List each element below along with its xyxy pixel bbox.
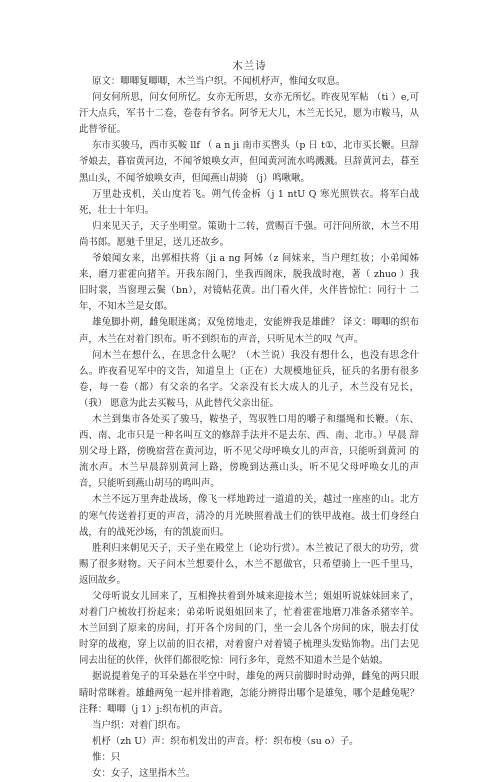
paragraph: 原文：唧唧复唧唧，木兰当户织。不闻机杼声，惟闻女叹息。 bbox=[92, 76, 346, 87]
paragraph: 归来见天子，天子坐明堂。策勋十二转，赏赐百千强。可汗问所欲，木兰不用 尚书郎。愿驰千里足，送儿还故乡。 bbox=[79, 220, 419, 248]
paragraph: 木兰不远万里奔赴战场，像飞一样地跨过一道道的关，越过一座座的山。北方 的寒气传送着打更的声音，清冷的月光映照着战士们的铁甲战袍。战士们身经白 战，有的战死沙场，有的凯旋而归。 bbox=[79, 494, 419, 538]
paragraph: 问女何所思，问女何所忆。女亦无所思，女亦无所忆。昨夜见军帖 （ti ）e,可汗大点兵，军书十二卷，卷卷有爷名。阿爷无大儿，木兰无长兄，愿为市鞍马，从此替爷征。 bbox=[79, 92, 419, 136]
document-body bbox=[79, 74, 419, 782]
paragraph: 据说提着兔子的耳朵悬在半空中时，雄兔的两只前脚时时动弹，雌兔的两只眼 睛时常眯着。雄雌两兔一起并排着跑，怎能分辨得出哪个是雄兔，哪个是雌兔呢？ 注释：唧唧（j 1）j:织布机的声音。 bbox=[79, 671, 419, 715]
paragraph: 万里赴戎机，关山度若飞。朔气传金柝（j 1 ntU Q 寒光照铁衣。将军白战死，壮士十年归。 bbox=[79, 188, 419, 216]
paragraph: 女：女子，这里指木兰。 bbox=[92, 768, 196, 780]
paragraph: 父母听说女儿回来了，互相搀扶着到外城来迎接木兰；姐姐听说妹妹回来了， 对着门户梳妆打扮起来；弟弟听说姐姐回来了，忙着霍霍地磨刀准备杀猪宰羊。 木兰回到了原来的房间，打开各个房间的门，坐一会儿各个房间的床，脱去打仗 时穿的战袍，穿上以前的旧衣裙，对着窗户对着镜子梳理头发贴饰物。出门去见 同去出征的伙伴，伙伴们都很吃惊：同行多年，竟然不知道木兰是个姑娘。 bbox=[79, 591, 419, 667]
paragraph: 机杼（zh U）声：织布机发出的声音。杼：织布梭（su o）子。 bbox=[92, 735, 359, 747]
paragraph: 惟：只 bbox=[92, 751, 121, 763]
paragraph: 当户织：对着门织布。 bbox=[92, 719, 186, 731]
paragraph: 胜利归来朝见天子，天子坐在殿堂上（论功行赏）。木兰被记了很大的功劳，赏赐了很多财物。天子问木兰想要什么，木兰不愿做官，只希望骑上一匹千里马， 返回故乡。 bbox=[79, 542, 419, 586]
paragraph: 木兰到集市各处买了骏马，鞍垫子，驾驭牲口用的嚼子和缰绳和长鞭。（东、西、南、北市只是一种名叫互文的修辞手法并不是去东、西、南、北市。）早晨 辞别父母上路，傍晚宿营在黄河边，听不见父母呼唤女儿的声音，只能听到黄河 的流水声。木兰早晨辞别黄河上路，傍晚到达燕山头，听不见父母呼唤女儿的声 音，只能听到燕山胡马的鸣叫声。 bbox=[79, 413, 419, 490]
paragraph: 雄兔脚扑朔，雌兔眼迷离；双兔傍地走，安能辨我是雄雌？ 译文：唧唧的织布声，木兰在对着门织布。听不到织布的声音，只听见木兰的叹 气声。 bbox=[79, 317, 419, 345]
paragraph: 爷娘闻女来，出郭相扶将（ji a ng 阿姊（z 间妹来，当户理红妆；小弟闻姊 来，磨刀霍霍向猪羊。开我东阁门，坐我西阁床，脱我战时袍，著（ zhuo ）我 旧时裳，当窗理云鬓（bn），对镜帖花黄。出门看火伴，火伴皆惊忙：同行十 二年，不知木兰是女郎。 bbox=[79, 253, 419, 313]
paragraph: 东市买骏马，西市买鞍 llf （ a n ji 南市买辔头（p 日 t①，北市买长鞭。旦辞爷娘去，暮宿黄河边，不闻爷娘唤女声，但闻黄河流水鸣溅溅。旦辞黄河去，暮至黑山头，不闻爷娘唤女声，但闻燕山胡骑 （j）鸣啾啾。 bbox=[79, 140, 419, 184]
paragraph: 问木兰在想什么，在思念什么呢？（木兰说）我没有想什么，也没有思念什么。昨夜看见军中的文告，知道皇上（正在）大规模地征兵，征兵的名册有很多卷，每一卷（都）有父亲的名字。父亲没有长大成人的儿子，木兰没有兄长，（我） 愿意为此去买鞍马，从此替代父亲出征。 bbox=[79, 349, 419, 409]
document-title: 木兰诗 bbox=[232, 60, 267, 72]
